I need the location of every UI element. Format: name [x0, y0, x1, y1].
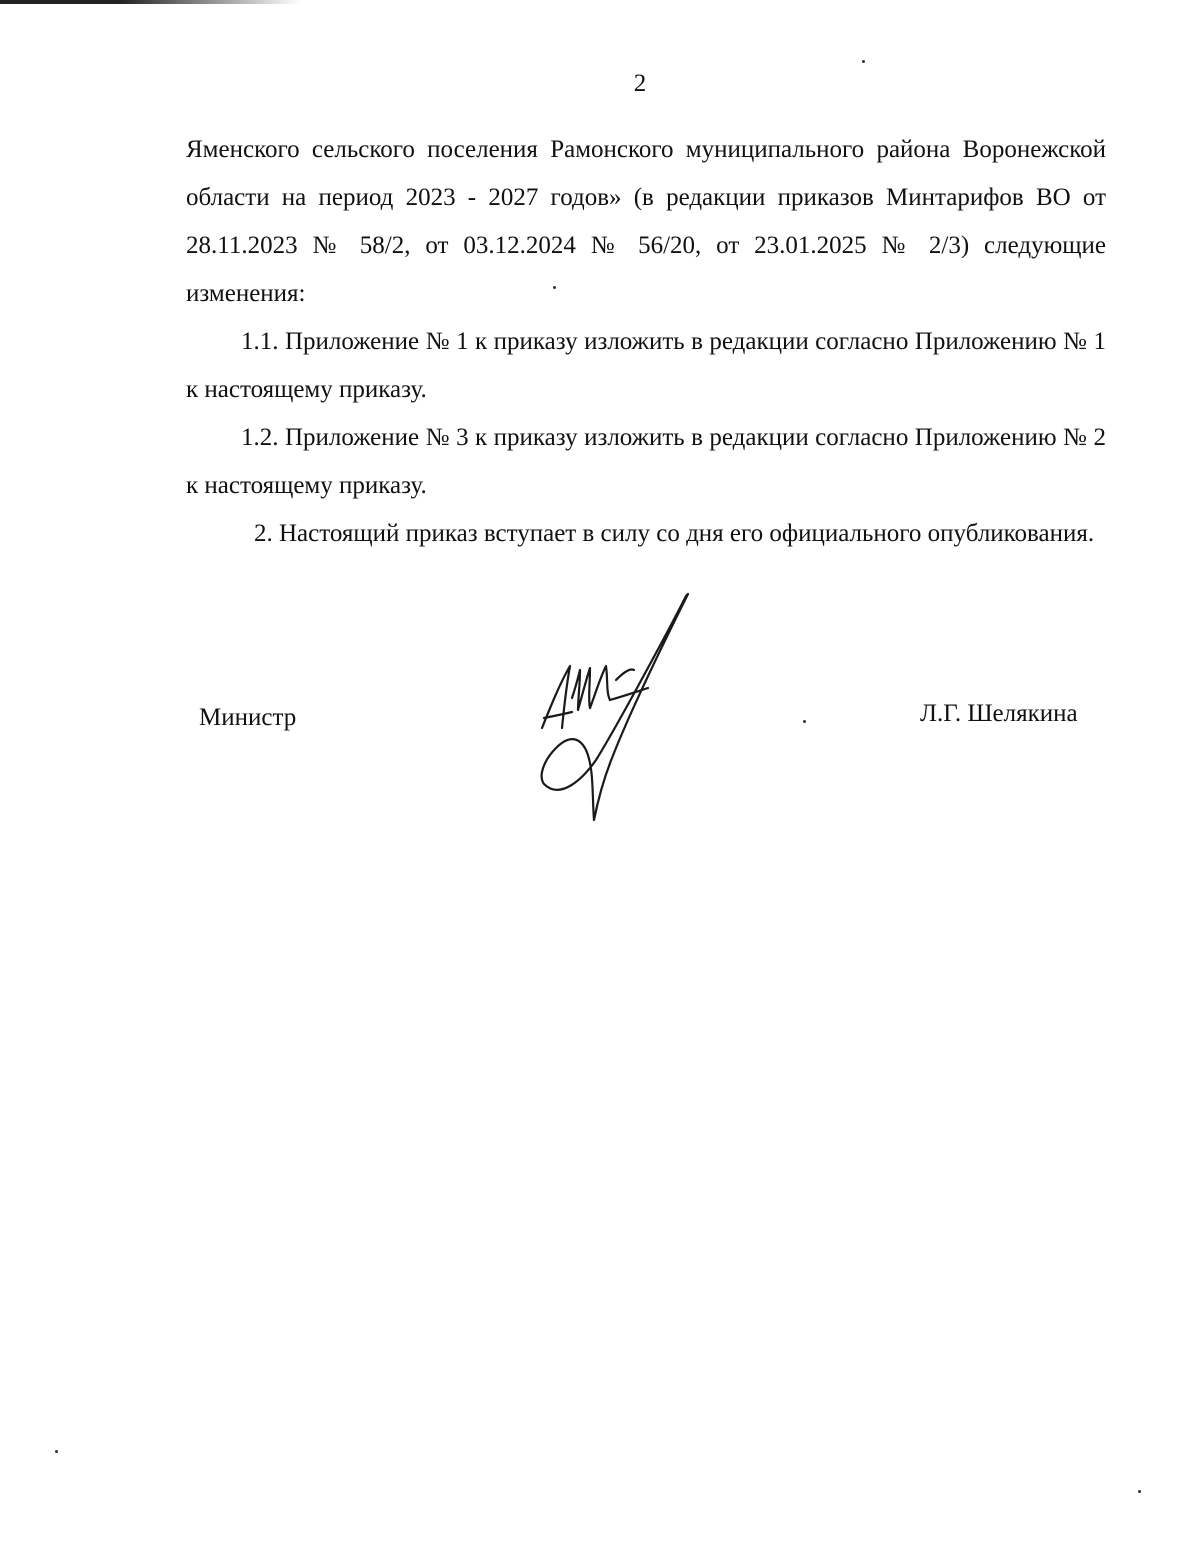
scan-speck: [553, 286, 556, 289]
scan-speck: [803, 720, 806, 723]
scan-speck: [1138, 1490, 1141, 1493]
signer-name: Л.Г. Шелякина: [920, 700, 1078, 727]
scan-edge-mark: [0, 0, 300, 4]
paragraph-item-1-2: 1.2. Приложение № 3 к приказу изложить в редакции согласно Приложению № 2 к настоящему приказу.: [186, 424, 1106, 499]
paragraph-amendment-intro: Яменского сельского поселения Рамонского муниципального района Воронежской области на период 2023 - 2027 годов» (в редакции приказов Минтарифов ВО от 28.11.2023 № 58/2, от 03.12.2024 № 56/20, от 23.01.2025 № 2/3) следующие изменения:: [186, 136, 1106, 307]
handwritten-signature: [520, 588, 700, 828]
signer-position: Министр: [199, 704, 297, 731]
scan-speck: [55, 1450, 58, 1453]
page-number: 2: [633, 70, 647, 97]
paragraph-item-1-1: 1.1. Приложение № 1 к приказу изложить в редакции согласно Приложению № 1 к настоящему приказу.: [186, 328, 1106, 403]
paragraph-item-2: 2. Настоящий приказ вступает в силу со дня его официального опубликования.: [254, 520, 1095, 547]
scan-speck: [862, 60, 865, 63]
document-body: [186, 126, 1106, 558]
